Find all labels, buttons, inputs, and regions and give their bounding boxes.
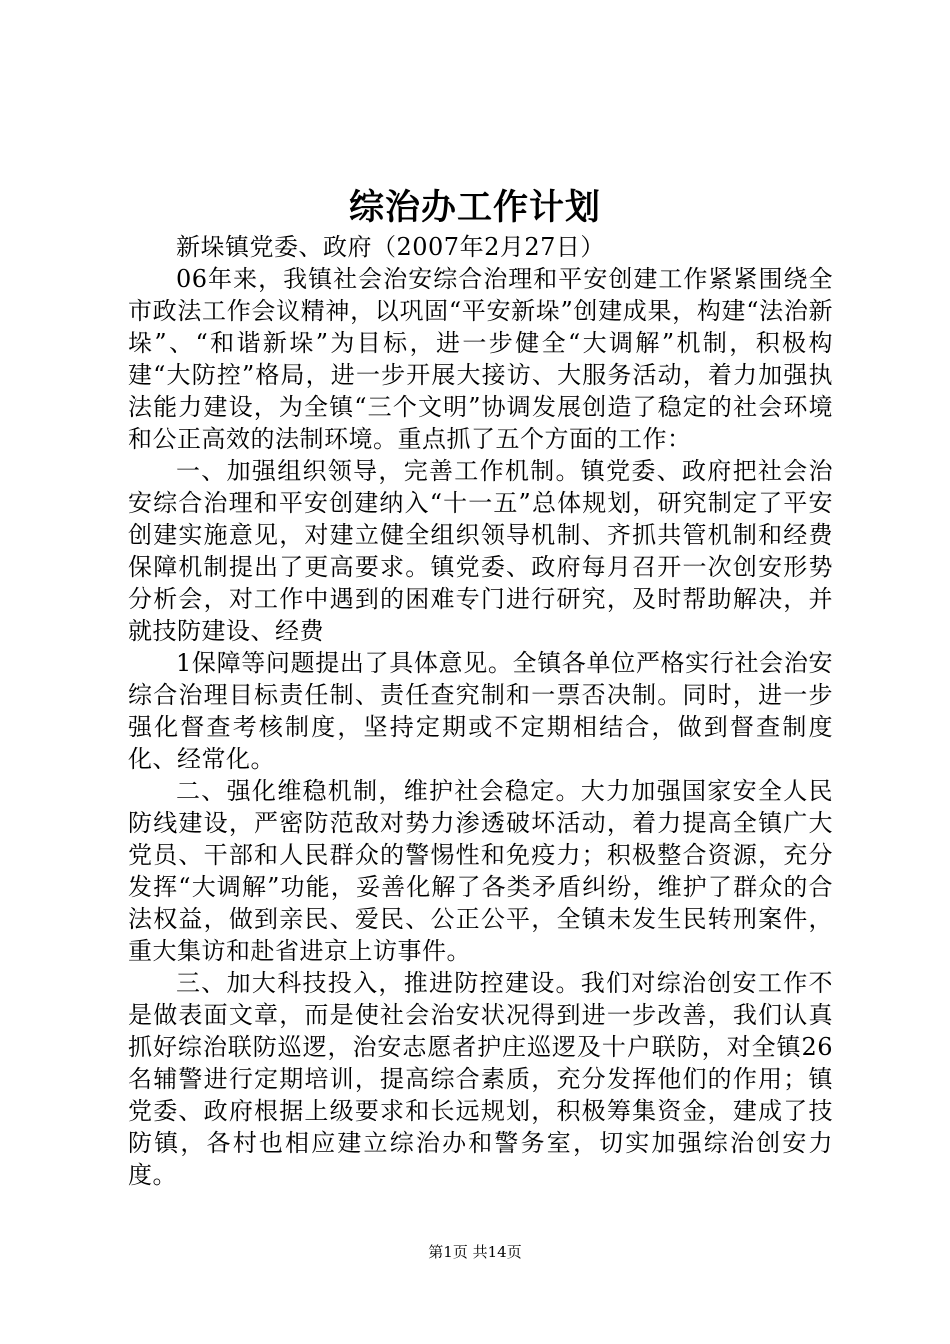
section-2-paragraph: 二、强化维稳机制，维护社会稳定。大力加强国家安全人民防线建设，严密防范敌对势力渗透破坏活动，着力提高全镇广大党员、干部和人民群众的警惕性和免疫力；积极整合资源，充分发挥“大调解”功能，妥善化解了各类矛盾纠纷，维护了群众的合法权益，做到亲民、爱民、公正公平，全镇未发生民转刑案件，重大集访和赴省进京上访事件。: [128, 777, 833, 965]
intro-paragraph: 06年来，我镇社会治安综合治理和平安创建工作紧紧围绕全市政法工作会议精神，以巩固“平安新垛”创建成果，构建“法治新垛”、“和谐新垛”为目标，进一步健全“大调解”机制，积极构建“大防控”格局，进一步开展大接访、大服务活动，着力加强执法能力建设，为全镇“三个文明”协调发展创造了稳定的社会环境和公正高效的法制环境。重点抓了五个方面的工作：: [128, 265, 833, 453]
document-title: 综治办工作计划: [348, 187, 601, 228]
page-number-footer: 第1页 共14页: [428, 1243, 522, 1261]
document-body: [128, 231, 833, 1191]
byline-paragraph: 新垛镇党委、政府（2007年2月27日）: [176, 233, 605, 261]
section-1-paragraph: 一、加强组织领导，完善工作机制。镇党委、政府把社会治安综合治理和平安创建纳入“十一五”总体规划，研究制定了平安创建实施意见，对建立健全组织领导机制、齐抓共管机制和经费保障机制提出了更高要求。镇党委、政府每月召开一次创安形势分析会，对工作中遇到的困难专门进行研究，及时帮助解决，并就技防建设、经费: [128, 457, 833, 645]
section-1-continued-paragraph: 1保障等问题提出了具体意见。全镇各单位严格实行社会治安综合治理目标责任制、责任查究制和一票否决制。同时，进一步强化督查考核制度，坚持定期或不定期相结合，做到督查制度化、经常化。: [128, 649, 833, 773]
section-3-paragraph: 三、加大科技投入，推进防控建设。我们对综治创安工作不是做表面文章，而是使社会治安状况得到进一步改善，我们认真抓好综治联防巡逻，治安志愿者护庄巡逻及十户联防，对全镇26名辅警进行定期培训，提高综合素质，充分发挥他们的作用；镇党委、政府根据上级要求和长远规划，积极筹集资金，建成了技防镇，各村也相应建立综治办和警务室，切实加强综治创安力度。: [128, 969, 833, 1189]
